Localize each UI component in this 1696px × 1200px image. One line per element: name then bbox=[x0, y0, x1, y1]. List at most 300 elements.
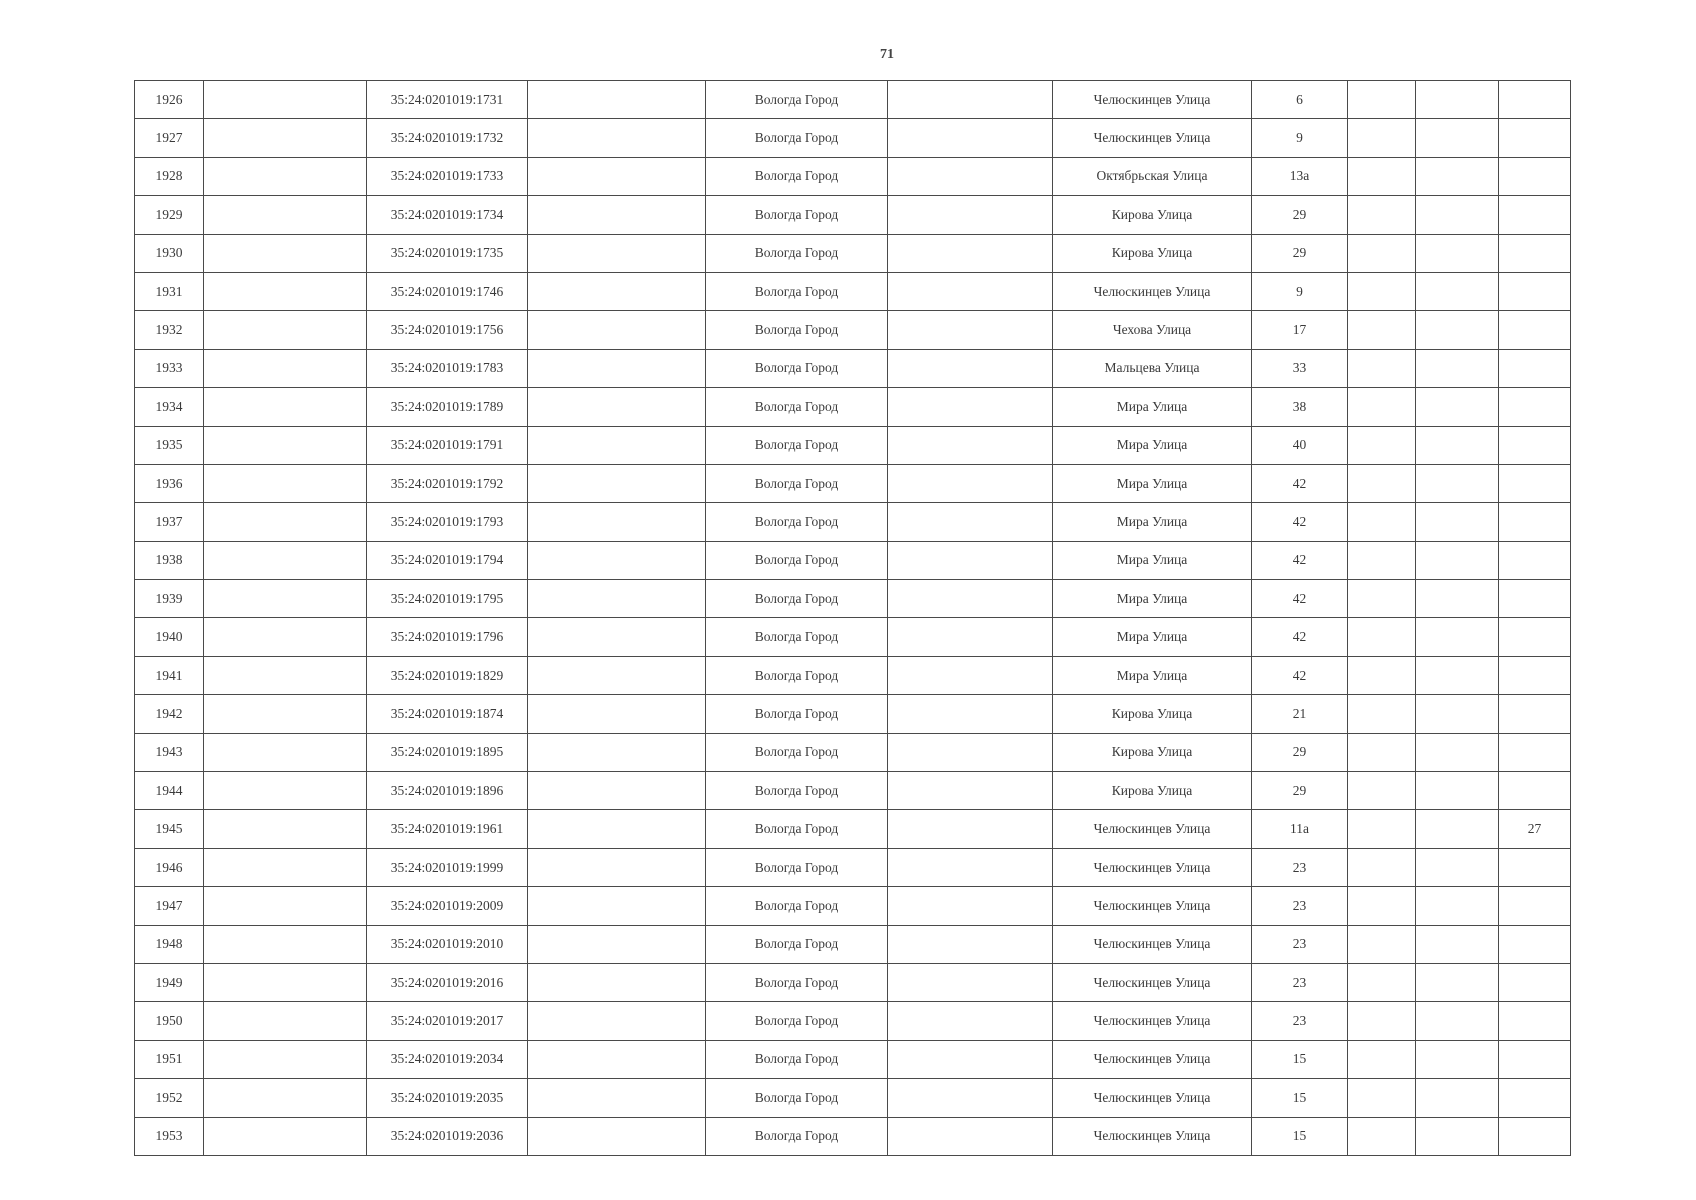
house-number-cell: 33 bbox=[1252, 349, 1348, 387]
row-number-cell: 1934 bbox=[135, 388, 204, 426]
empty-cell bbox=[528, 733, 706, 771]
empty-cell bbox=[204, 119, 367, 157]
empty-cell bbox=[1348, 618, 1416, 656]
table-row bbox=[135, 733, 1571, 771]
empty-cell bbox=[1348, 772, 1416, 810]
row-number-cell: 1941 bbox=[135, 656, 204, 694]
empty-cell bbox=[204, 464, 367, 502]
empty-cell bbox=[528, 656, 706, 694]
table-row bbox=[135, 618, 1571, 656]
table-row bbox=[135, 157, 1571, 195]
locality-cell: Вологда Город bbox=[706, 119, 888, 157]
extra-value-cell bbox=[1499, 656, 1571, 694]
street-cell: Челюскинцев Улица bbox=[1053, 810, 1252, 848]
cadastral-number-cell: 35:24:0201019:1732 bbox=[367, 119, 528, 157]
street-cell: Октябрьская Улица bbox=[1053, 157, 1252, 195]
extra-value-cell bbox=[1499, 426, 1571, 464]
empty-cell bbox=[888, 349, 1053, 387]
empty-cell bbox=[888, 388, 1053, 426]
empty-cell bbox=[1416, 157, 1499, 195]
cadastral-number-cell: 35:24:0201019:1999 bbox=[367, 848, 528, 886]
locality-cell: Вологда Город bbox=[706, 887, 888, 925]
empty-cell bbox=[1348, 963, 1416, 1001]
empty-cell bbox=[1416, 887, 1499, 925]
table-row bbox=[135, 81, 1571, 119]
street-cell: Кирова Улица bbox=[1053, 196, 1252, 234]
cadastral-number-cell: 35:24:0201019:2034 bbox=[367, 1040, 528, 1078]
street-cell: Челюскинцев Улица bbox=[1053, 887, 1252, 925]
cadastral-number-cell: 35:24:0201019:1746 bbox=[367, 272, 528, 310]
empty-cell bbox=[204, 1079, 367, 1117]
cadastral-number-cell: 35:24:0201019:1733 bbox=[367, 157, 528, 195]
street-cell: Мира Улица bbox=[1053, 503, 1252, 541]
cadastral-number-cell: 35:24:0201019:1789 bbox=[367, 388, 528, 426]
row-number-cell: 1939 bbox=[135, 580, 204, 618]
empty-cell bbox=[204, 503, 367, 541]
empty-cell bbox=[1348, 848, 1416, 886]
row-number-cell: 1952 bbox=[135, 1079, 204, 1117]
street-cell: Челюскинцев Улица bbox=[1053, 1040, 1252, 1078]
row-number-cell: 1930 bbox=[135, 234, 204, 272]
locality-cell: Вологда Город bbox=[706, 1079, 888, 1117]
empty-cell bbox=[888, 810, 1053, 848]
empty-cell bbox=[888, 272, 1053, 310]
empty-cell bbox=[1416, 925, 1499, 963]
empty-cell bbox=[888, 887, 1053, 925]
empty-cell bbox=[1416, 772, 1499, 810]
cadastral-number-cell: 35:24:0201019:1756 bbox=[367, 311, 528, 349]
empty-cell bbox=[1416, 1040, 1499, 1078]
empty-cell bbox=[1348, 695, 1416, 733]
empty-cell bbox=[888, 196, 1053, 234]
locality-cell: Вологда Город bbox=[706, 388, 888, 426]
cadastral-number-cell: 35:24:0201019:2010 bbox=[367, 925, 528, 963]
house-number-cell: 6 bbox=[1252, 81, 1348, 119]
empty-cell bbox=[1348, 196, 1416, 234]
street-cell: Челюскинцев Улица bbox=[1053, 81, 1252, 119]
empty-cell bbox=[1416, 733, 1499, 771]
row-number-cell: 1951 bbox=[135, 1040, 204, 1078]
locality-cell: Вологда Город bbox=[706, 1117, 888, 1155]
empty-cell bbox=[1416, 541, 1499, 579]
house-number-cell: 15 bbox=[1252, 1040, 1348, 1078]
cadastral-number-cell: 35:24:0201019:1793 bbox=[367, 503, 528, 541]
house-number-cell: 29 bbox=[1252, 196, 1348, 234]
empty-cell bbox=[528, 772, 706, 810]
row-number-cell: 1942 bbox=[135, 695, 204, 733]
empty-cell bbox=[204, 196, 367, 234]
registry-table bbox=[134, 80, 1571, 1156]
house-number-cell: 9 bbox=[1252, 119, 1348, 157]
extra-value-cell bbox=[1499, 157, 1571, 195]
empty-cell bbox=[888, 963, 1053, 1001]
extra-value-cell bbox=[1499, 503, 1571, 541]
empty-cell bbox=[1348, 272, 1416, 310]
empty-cell bbox=[888, 695, 1053, 733]
empty-cell bbox=[528, 618, 706, 656]
locality-cell: Вологда Город bbox=[706, 234, 888, 272]
empty-cell bbox=[528, 848, 706, 886]
house-number-cell: 15 bbox=[1252, 1079, 1348, 1117]
empty-cell bbox=[888, 1002, 1053, 1040]
cadastral-number-cell: 35:24:0201019:1796 bbox=[367, 618, 528, 656]
empty-cell bbox=[1348, 887, 1416, 925]
street-cell: Мира Улица bbox=[1053, 388, 1252, 426]
street-cell: Кирова Улица bbox=[1053, 695, 1252, 733]
empty-cell bbox=[204, 772, 367, 810]
row-number-cell: 1949 bbox=[135, 963, 204, 1001]
locality-cell: Вологда Город bbox=[706, 963, 888, 1001]
empty-cell bbox=[1348, 733, 1416, 771]
empty-cell bbox=[204, 887, 367, 925]
extra-value-cell bbox=[1499, 695, 1571, 733]
empty-cell bbox=[204, 848, 367, 886]
house-number-cell: 42 bbox=[1252, 656, 1348, 694]
row-number-cell: 1933 bbox=[135, 349, 204, 387]
row-number-cell: 1940 bbox=[135, 618, 204, 656]
locality-cell: Вологда Город bbox=[706, 311, 888, 349]
house-number-cell: 29 bbox=[1252, 772, 1348, 810]
cadastral-number-cell: 35:24:0201019:1895 bbox=[367, 733, 528, 771]
empty-cell bbox=[888, 119, 1053, 157]
table-row bbox=[135, 1002, 1571, 1040]
empty-cell bbox=[204, 426, 367, 464]
extra-value-cell bbox=[1499, 349, 1571, 387]
house-number-cell: 13а bbox=[1252, 157, 1348, 195]
cadastral-number-cell: 35:24:0201019:2036 bbox=[367, 1117, 528, 1155]
row-number-cell: 1937 bbox=[135, 503, 204, 541]
locality-cell: Вологда Город bbox=[706, 848, 888, 886]
table-row bbox=[135, 388, 1571, 426]
empty-cell bbox=[204, 311, 367, 349]
extra-value-cell bbox=[1499, 925, 1571, 963]
house-number-cell: 23 bbox=[1252, 925, 1348, 963]
empty-cell bbox=[204, 272, 367, 310]
row-number-cell: 1948 bbox=[135, 925, 204, 963]
empty-cell bbox=[528, 963, 706, 1001]
house-number-cell: 23 bbox=[1252, 887, 1348, 925]
extra-value-cell bbox=[1499, 1117, 1571, 1155]
empty-cell bbox=[888, 81, 1053, 119]
extra-value-cell bbox=[1499, 119, 1571, 157]
empty-cell bbox=[888, 234, 1053, 272]
empty-cell bbox=[204, 234, 367, 272]
empty-cell bbox=[528, 810, 706, 848]
extra-value-cell bbox=[1499, 388, 1571, 426]
table-row bbox=[135, 119, 1571, 157]
street-cell: Челюскинцев Улица bbox=[1053, 925, 1252, 963]
extra-value-cell bbox=[1499, 618, 1571, 656]
empty-cell bbox=[528, 1002, 706, 1040]
row-number-cell: 1936 bbox=[135, 464, 204, 502]
extra-value-cell bbox=[1499, 887, 1571, 925]
locality-cell: Вологда Город bbox=[706, 810, 888, 848]
locality-cell: Вологда Город bbox=[706, 772, 888, 810]
empty-cell bbox=[1348, 656, 1416, 694]
table-row bbox=[135, 656, 1571, 694]
empty-cell bbox=[1348, 311, 1416, 349]
locality-cell: Вологда Город bbox=[706, 426, 888, 464]
locality-cell: Вологда Город bbox=[706, 157, 888, 195]
locality-cell: Вологда Город bbox=[706, 1040, 888, 1078]
house-number-cell: 9 bbox=[1252, 272, 1348, 310]
extra-value-cell bbox=[1499, 1002, 1571, 1040]
locality-cell: Вологда Город bbox=[706, 503, 888, 541]
empty-cell bbox=[888, 580, 1053, 618]
empty-cell bbox=[528, 272, 706, 310]
table-row bbox=[135, 810, 1571, 848]
street-cell: Челюскинцев Улица bbox=[1053, 1002, 1252, 1040]
empty-cell bbox=[1416, 1079, 1499, 1117]
empty-cell bbox=[1416, 464, 1499, 502]
cadastral-number-cell: 35:24:0201019:1734 bbox=[367, 196, 528, 234]
empty-cell bbox=[1348, 349, 1416, 387]
street-cell: Челюскинцев Улица bbox=[1053, 963, 1252, 1001]
empty-cell bbox=[1416, 963, 1499, 1001]
empty-cell bbox=[888, 733, 1053, 771]
cadastral-number-cell: 35:24:0201019:1829 bbox=[367, 656, 528, 694]
empty-cell bbox=[1348, 810, 1416, 848]
empty-cell bbox=[888, 1079, 1053, 1117]
locality-cell: Вологда Город bbox=[706, 349, 888, 387]
table-row bbox=[135, 426, 1571, 464]
table-body bbox=[135, 81, 1571, 1156]
extra-value-cell: 27 bbox=[1499, 810, 1571, 848]
empty-cell bbox=[1348, 925, 1416, 963]
empty-cell bbox=[1416, 81, 1499, 119]
extra-value-cell bbox=[1499, 848, 1571, 886]
table-row bbox=[135, 272, 1571, 310]
cadastral-number-cell: 35:24:0201019:2017 bbox=[367, 1002, 528, 1040]
empty-cell bbox=[204, 733, 367, 771]
street-cell: Челюскинцев Улица bbox=[1053, 272, 1252, 310]
empty-cell bbox=[528, 1117, 706, 1155]
table-row bbox=[135, 349, 1571, 387]
empty-cell bbox=[204, 656, 367, 694]
extra-value-cell bbox=[1499, 580, 1571, 618]
row-number-cell: 1928 bbox=[135, 157, 204, 195]
street-cell: Кирова Улица bbox=[1053, 733, 1252, 771]
empty-cell bbox=[1348, 1002, 1416, 1040]
house-number-cell: 42 bbox=[1252, 580, 1348, 618]
empty-cell bbox=[888, 1117, 1053, 1155]
house-number-cell: 40 bbox=[1252, 426, 1348, 464]
row-number-cell: 1935 bbox=[135, 426, 204, 464]
street-cell: Мира Улица bbox=[1053, 541, 1252, 579]
empty-cell bbox=[888, 772, 1053, 810]
empty-cell bbox=[528, 311, 706, 349]
street-cell: Мира Улица bbox=[1053, 656, 1252, 694]
locality-cell: Вологда Город bbox=[706, 196, 888, 234]
empty-cell bbox=[1348, 234, 1416, 272]
empty-cell bbox=[204, 580, 367, 618]
house-number-cell: 21 bbox=[1252, 695, 1348, 733]
extra-value-cell bbox=[1499, 272, 1571, 310]
house-number-cell: 17 bbox=[1252, 311, 1348, 349]
table-row bbox=[135, 695, 1571, 733]
empty-cell bbox=[204, 1002, 367, 1040]
empty-cell bbox=[1416, 272, 1499, 310]
empty-cell bbox=[528, 580, 706, 618]
table-row bbox=[135, 1117, 1571, 1155]
cadastral-number-cell: 35:24:0201019:1791 bbox=[367, 426, 528, 464]
empty-cell bbox=[1416, 695, 1499, 733]
cadastral-number-cell: 35:24:0201019:1783 bbox=[367, 349, 528, 387]
table-row bbox=[135, 580, 1571, 618]
table-row bbox=[135, 503, 1571, 541]
row-number-cell: 1943 bbox=[135, 733, 204, 771]
table-row bbox=[135, 234, 1571, 272]
empty-cell bbox=[1416, 311, 1499, 349]
table-row bbox=[135, 925, 1571, 963]
locality-cell: Вологда Город bbox=[706, 656, 888, 694]
street-cell: Мальцева Улица bbox=[1053, 349, 1252, 387]
empty-cell bbox=[1416, 119, 1499, 157]
extra-value-cell bbox=[1499, 541, 1571, 579]
locality-cell: Вологда Город bbox=[706, 272, 888, 310]
table-row bbox=[135, 887, 1571, 925]
house-number-cell: 23 bbox=[1252, 963, 1348, 1001]
cadastral-number-cell: 35:24:0201019:2035 bbox=[367, 1079, 528, 1117]
cadastral-number-cell: 35:24:0201019:1896 bbox=[367, 772, 528, 810]
empty-cell bbox=[888, 848, 1053, 886]
row-number-cell: 1944 bbox=[135, 772, 204, 810]
table-row bbox=[135, 311, 1571, 349]
empty-cell bbox=[204, 925, 367, 963]
locality-cell: Вологда Город bbox=[706, 695, 888, 733]
locality-cell: Вологда Город bbox=[706, 925, 888, 963]
street-cell: Мира Улица bbox=[1053, 426, 1252, 464]
house-number-cell: 38 bbox=[1252, 388, 1348, 426]
cadastral-number-cell: 35:24:0201019:1874 bbox=[367, 695, 528, 733]
empty-cell bbox=[204, 349, 367, 387]
row-number-cell: 1953 bbox=[135, 1117, 204, 1155]
extra-value-cell bbox=[1499, 1040, 1571, 1078]
empty-cell bbox=[888, 157, 1053, 195]
empty-cell bbox=[1348, 1117, 1416, 1155]
table-row bbox=[135, 848, 1571, 886]
empty-cell bbox=[1348, 388, 1416, 426]
extra-value-cell bbox=[1499, 81, 1571, 119]
empty-cell bbox=[528, 887, 706, 925]
empty-cell bbox=[888, 426, 1053, 464]
extra-value-cell bbox=[1499, 234, 1571, 272]
empty-cell bbox=[528, 388, 706, 426]
empty-cell bbox=[1348, 541, 1416, 579]
empty-cell bbox=[1416, 234, 1499, 272]
locality-cell: Вологда Город bbox=[706, 733, 888, 771]
empty-cell bbox=[1348, 503, 1416, 541]
empty-cell bbox=[204, 1040, 367, 1078]
street-cell: Чехова Улица bbox=[1053, 311, 1252, 349]
cadastral-number-cell: 35:24:0201019:1961 bbox=[367, 810, 528, 848]
cadastral-number-cell: 35:24:0201019:1794 bbox=[367, 541, 528, 579]
empty-cell bbox=[528, 349, 706, 387]
empty-cell bbox=[888, 503, 1053, 541]
locality-cell: Вологда Город bbox=[706, 541, 888, 579]
house-number-cell: 23 bbox=[1252, 1002, 1348, 1040]
house-number-cell: 42 bbox=[1252, 541, 1348, 579]
table-row bbox=[135, 1079, 1571, 1117]
empty-cell bbox=[1416, 349, 1499, 387]
empty-cell bbox=[888, 656, 1053, 694]
street-cell: Кирова Улица bbox=[1053, 772, 1252, 810]
empty-cell bbox=[528, 925, 706, 963]
empty-cell bbox=[528, 157, 706, 195]
empty-cell bbox=[1416, 580, 1499, 618]
street-cell: Мира Улица bbox=[1053, 464, 1252, 502]
locality-cell: Вологда Город bbox=[706, 464, 888, 502]
house-number-cell: 42 bbox=[1252, 503, 1348, 541]
extra-value-cell bbox=[1499, 311, 1571, 349]
empty-cell bbox=[204, 81, 367, 119]
empty-cell bbox=[1348, 1040, 1416, 1078]
street-cell: Челюскинцев Улица bbox=[1053, 848, 1252, 886]
row-number-cell: 1926 bbox=[135, 81, 204, 119]
row-number-cell: 1947 bbox=[135, 887, 204, 925]
house-number-cell: 15 bbox=[1252, 1117, 1348, 1155]
row-number-cell: 1931 bbox=[135, 272, 204, 310]
house-number-cell: 29 bbox=[1252, 733, 1348, 771]
cadastral-number-cell: 35:24:0201019:1735 bbox=[367, 234, 528, 272]
empty-cell bbox=[204, 1117, 367, 1155]
empty-cell bbox=[204, 810, 367, 848]
extra-value-cell bbox=[1499, 772, 1571, 810]
cadastral-number-cell: 35:24:0201019:2016 bbox=[367, 963, 528, 1001]
empty-cell bbox=[528, 503, 706, 541]
house-number-cell: 42 bbox=[1252, 464, 1348, 502]
empty-cell bbox=[528, 119, 706, 157]
empty-cell bbox=[1348, 1079, 1416, 1117]
empty-cell bbox=[1416, 1002, 1499, 1040]
empty-cell bbox=[1416, 810, 1499, 848]
empty-cell bbox=[528, 81, 706, 119]
table-row bbox=[135, 464, 1571, 502]
empty-cell bbox=[888, 311, 1053, 349]
empty-cell bbox=[204, 541, 367, 579]
cadastral-number-cell: 35:24:0201019:2009 bbox=[367, 887, 528, 925]
empty-cell bbox=[888, 464, 1053, 502]
empty-cell bbox=[528, 234, 706, 272]
empty-cell bbox=[204, 388, 367, 426]
locality-cell: Вологда Город bbox=[706, 81, 888, 119]
house-number-cell: 29 bbox=[1252, 234, 1348, 272]
empty-cell bbox=[204, 963, 367, 1001]
empty-cell bbox=[204, 618, 367, 656]
extra-value-cell bbox=[1499, 1079, 1571, 1117]
empty-cell bbox=[1416, 1117, 1499, 1155]
locality-cell: Вологда Город bbox=[706, 1002, 888, 1040]
house-number-cell: 11а bbox=[1252, 810, 1348, 848]
empty-cell bbox=[528, 541, 706, 579]
empty-cell bbox=[204, 695, 367, 733]
empty-cell bbox=[1348, 81, 1416, 119]
empty-cell bbox=[1416, 503, 1499, 541]
house-number-cell: 42 bbox=[1252, 618, 1348, 656]
table-row bbox=[135, 1040, 1571, 1078]
street-cell: Мира Улица bbox=[1053, 618, 1252, 656]
table-row bbox=[135, 196, 1571, 234]
street-cell: Мира Улица bbox=[1053, 580, 1252, 618]
empty-cell bbox=[1416, 656, 1499, 694]
empty-cell bbox=[528, 1079, 706, 1117]
extra-value-cell bbox=[1499, 733, 1571, 771]
empty-cell bbox=[1348, 426, 1416, 464]
empty-cell bbox=[888, 618, 1053, 656]
empty-cell bbox=[528, 1040, 706, 1078]
street-cell: Кирова Улица bbox=[1053, 234, 1252, 272]
empty-cell bbox=[888, 541, 1053, 579]
